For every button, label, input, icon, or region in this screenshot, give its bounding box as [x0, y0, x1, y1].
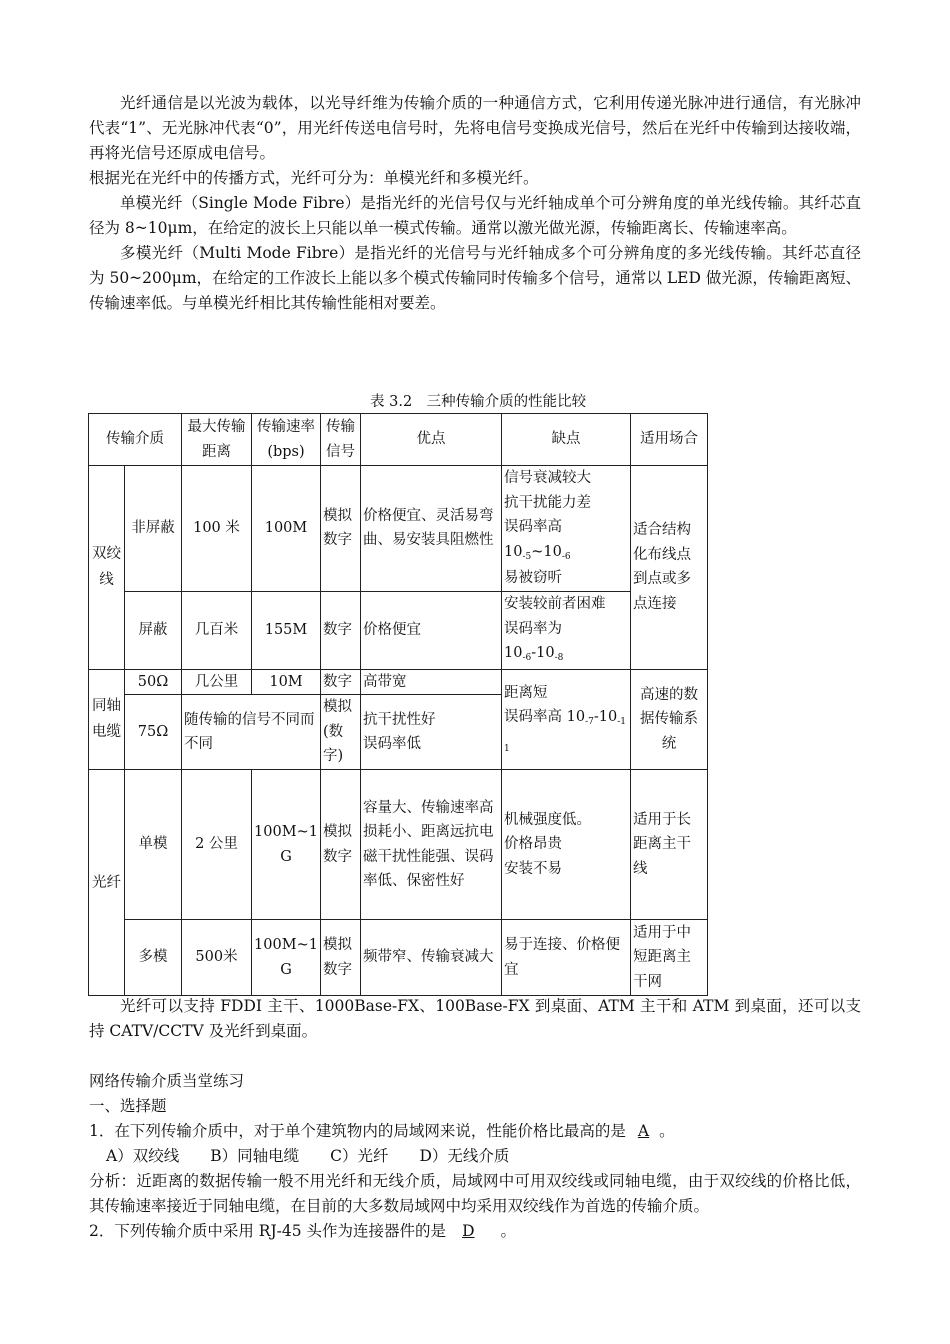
coax-ber-range: 误码率高 $10_{-7}-10_{-11}$ [504, 709, 626, 754]
utp-type: 非屏蔽 [125, 466, 182, 592]
single-mode-rate: 100M~1G [252, 770, 321, 920]
multi-mode-distance: 500米 [182, 920, 252, 996]
multi-mode-advantages: 频带窄、传输衰减大 [361, 920, 502, 996]
coax-adv-line-2: 抗干扰性好 [363, 711, 436, 728]
table-row-single-mode [89, 770, 708, 920]
table-row-multi-mode [89, 920, 708, 996]
coax-use: 高速的数据传输系统 [631, 669, 708, 770]
question-1-options: A）双绞线 B）同轴电缆 C）光纤 D）无线介质 [106, 1147, 510, 1165]
multi-mode-paragraph: 多模光纤（Multi Mode Fibre）是指光纤的光信号与光纤轴成多个可分辨角度的多光线传输。其纤芯直径为 50~200μm，在给定的工作波长上能以多个模式传输同时传输多个信号，通常以 LED 做光源，传输距离短、传输速率低。与单模光纤相比其传输性能相对要差。 [89, 244, 861, 312]
single-mode-paragraph: 单模光纤（Single Mode Fibre）是指光纤的光信号仅与光纤轴成单个可分辨角度的单光线传输。其纤芯直径为 8~10μm，在给定的波长上只能以单一模式传输。通常以激光做光源，传输距离长、传输速率高。 [89, 194, 861, 237]
coax75-advantages [361, 695, 502, 770]
exercise-section: 一、选择题 [89, 1097, 167, 1115]
single-dis-line-2: 价格昂贵 [504, 836, 562, 853]
utp-ber-range: $10_{-5}\sim 10_{-6}$ [504, 543, 571, 562]
utp-dis-line-3: 误码率高 [504, 519, 562, 535]
header-signal: 传输信号 [321, 414, 361, 466]
twisted-pair-use: 适合结构化布线点到点或多点连接 [631, 466, 708, 670]
exercise-title: 网络传输介质当堂练习 [89, 1072, 245, 1090]
single-mode-disadvantages [502, 770, 631, 920]
coax50-rate: 10M [252, 669, 321, 695]
single-mode-advantages: 容量大、传输速率高损耗小、距离远抗电磁干扰性能强、误码率低、保密性好 [361, 770, 502, 920]
group-fiber: 光纤 [89, 770, 125, 996]
multi-mode-type: 多模 [125, 920, 182, 996]
after-table-paragraph: 光纤可以支持 FDDI 主干、1000Base-FX、100Base-FX 到桌面、ATM 主干和 ATM 到桌面，还可以支持 CATV/CCTV 及光纤到桌面。 [89, 997, 861, 1040]
question-1-analysis: 分析：近距离的数据传输一般不用光纤和无线介质，局域网中可用双绞线或同轴电缆，由于双绞线的价格比低，其传输速率接近于同轴电缆，在目前的大多数局域网中均采用双绞线作为首选的传输介质。 [89, 1172, 861, 1215]
coax75-distance: 随传输的信号不同而不同 [182, 695, 321, 770]
coax75-signal: 模拟(数字) [321, 695, 361, 770]
multi-mode-use: 适用于中短距离主干网 [631, 920, 708, 996]
utp-disadvantages [502, 466, 631, 592]
single-dis-line-3: 安装不易 [504, 860, 562, 877]
table-row-stp [89, 591, 708, 669]
coax-disadvantages [502, 669, 631, 770]
table-caption: 表 3.2 三种传输介质的性能比较 [370, 394, 587, 410]
intro-paragraph-2: 根据光在光纤中的传播方式，光纤可分为：单模光纤和多模光纤。 [89, 169, 539, 187]
stp-disadvantages [502, 591, 631, 669]
group-twisted-pair: 双绞线 [89, 466, 125, 670]
stp-signal: 数字 [321, 591, 361, 669]
multi-mode-signal: 模拟数字 [321, 920, 361, 996]
utp-dis-line-2: 抗干扰能力差 [504, 494, 591, 511]
stp-dis-line-2: 误码率为 [504, 620, 562, 637]
question-1-answer: A [637, 1122, 650, 1140]
question-2-answer: D [462, 1222, 475, 1240]
utp-dis-line-4: 易被窃听 [504, 570, 562, 586]
stp-ber-range: $10_{-6}-10_{-8}$ [504, 645, 564, 664]
utp-dis-line-1: 信号衰减较大 [504, 470, 591, 486]
utp-advantages: 价格便宜、灵活易弯曲、易安装具阻燃性 [361, 466, 502, 592]
header-rate: 传输速率(bps) [252, 414, 321, 466]
header-advantages: 优点 [361, 414, 502, 466]
utp-signal: 模拟数字 [321, 466, 361, 592]
stp-distance: 几百米 [182, 591, 252, 669]
table-header-row [89, 414, 708, 466]
group-coax: 同轴电缆 [89, 669, 125, 770]
coax75-type: 75Ω [125, 695, 182, 770]
coax-adv-line-3: 误码率低 [363, 736, 421, 752]
comparison-table [88, 413, 708, 996]
header-disadvantages: 缺点 [502, 414, 631, 466]
single-mode-signal: 模拟数字 [321, 770, 361, 920]
stp-type: 屏蔽 [125, 591, 182, 669]
question-2: 2．下列传输介质中采用 RJ-45 头作为连接器件的是 D 。 [89, 1222, 517, 1240]
stp-rate: 155M [252, 591, 321, 669]
single-mode-use: 适用于长距离主干线 [631, 770, 708, 920]
table-row-coax-50 [89, 669, 708, 695]
coax50-type: 50Ω [125, 669, 182, 695]
coax50-advantages: 高带宽 [361, 669, 502, 695]
header-use: 适用场合 [631, 414, 708, 466]
header-max-distance: 最大传输距离 [182, 414, 252, 466]
multi-mode-rate: 100M~1G [252, 920, 321, 996]
single-mode-distance: 2 公里 [182, 770, 252, 920]
table-row-utp [89, 466, 708, 592]
single-mode-type: 单模 [125, 770, 182, 920]
coax50-signal: 数字 [321, 669, 361, 695]
utp-distance: 100 米 [182, 466, 252, 592]
stp-dis-line-1: 安装较前者困难 [504, 596, 606, 613]
utp-rate: 100M [252, 466, 321, 592]
single-dis-line-1: 机械强度低。 [504, 811, 591, 828]
coax50-distance: 几公里 [182, 669, 252, 695]
question-1: 1．在下列传输介质中，对于单个建筑物内的局域网来说，性能价格比最高的是 A 。 [89, 1122, 675, 1140]
stp-advantages: 价格便宜 [361, 591, 502, 669]
multi-mode-disadvantages: 易于连接、价格便宜 [502, 920, 631, 996]
intro-paragraph-1: 光纤通信是以光波为载体，以光导纤维为传输介质的一种通信方式，它利用传递光脉冲进行通信，有光脉冲代表“1”、无光脉冲代表“0”，用光纤传送电信号时，先将电信号变换成光信号，然后在光纤中传输到达接收端，再将光信号还原成电信号。 [89, 94, 861, 162]
header-medium: 传输介质 [89, 414, 182, 466]
coax-dis-line-1: 距离短 [504, 684, 548, 701]
